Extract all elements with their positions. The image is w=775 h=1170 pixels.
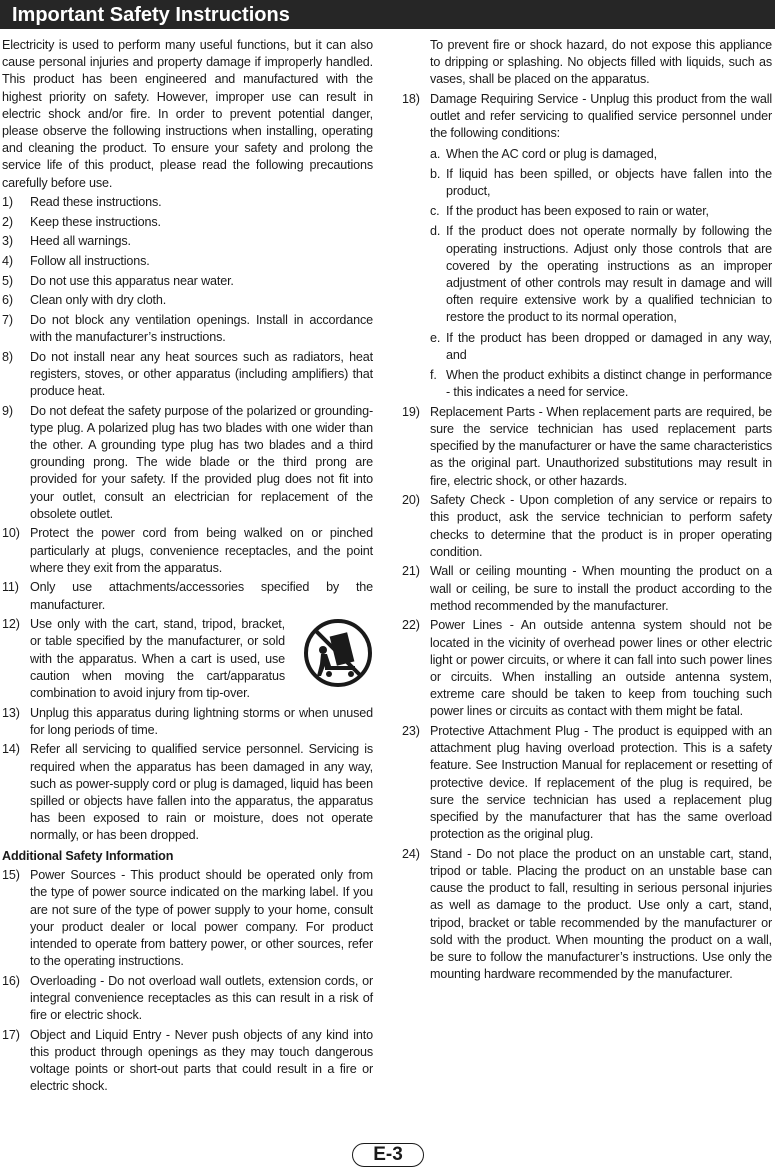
cart-tipover-warning-icon: [303, 616, 373, 690]
list-item: 23) Protective Attachment Plug - The product is equipped with an attachment plug having overload protection. This is a safety feature. See Instruction Manual for replacement or resetting of protective device. If replacement of the plug is required, be sure the service technician has used a replacement plug specified by the manufacturer that has the same overload protection as the original plug.: [402, 724, 772, 842]
list-item: 2) Keep these instructions.: [2, 214, 161, 229]
list-item: 6) Clean only with dry cloth.: [2, 293, 167, 308]
list-item: 11) Only use attachments/accessories specified by the manufacturer.: [2, 580, 373, 612]
list-item: 20) Safety Check - Upon completion of any service or repairs to this product, ask the service technician to perform safety checks to determine that the product is in proper operating condition.: [402, 493, 772, 559]
list-item: 5) Do not use this apparatus near water.: [2, 273, 234, 288]
list-item: 15) Power Sources - This product should be operated only from the type of power source indicated on the marking label. If you are not sure of the type of power supply to your home, consult your product dealer or local power company. For product intended to operate from battery power, or other sources, refer to the operating instructions.: [2, 868, 373, 969]
sub-item: d. If the product does not operate normally by following the operating instructions. Adjust only those controls that are covered by the operating instructions as an improper adjustment of other controls may result in damage and will often require extensive work by a qualified technician to restore the product to its normal operation,: [430, 224, 772, 325]
list-item: 19) Replacement Parts - When replacement parts are required, be sure the service technician has used replacement parts specified by the manufacturer or have the same characteristics as the original part. Unauthorized substitutions may result in fire, electric shock, or other hazards.: [402, 404, 772, 488]
list-item: 8) Do not install near any heat sources such as radiators, heat registers, stoves, or other apparatus (including amplifiers) that produce heat.: [2, 349, 373, 398]
list-item: 1) Read these instructions.: [2, 195, 162, 210]
sub-item: a. When the AC cord or plug is damaged,: [430, 146, 657, 161]
intro-paragraph: Electricity is used to perform many useful functions, but it can also cause personal injuries and property damage if improperly handled. This product has been engineered and manufactured with the highest priority on safety. However, improper use can result in electric shock and/or fire. In order to prevent potential danger, please observe the following instructions when installing, operating and cleaning the product. To ensure your safety and prolong the service life of this product, please read the following precautions carefully before use.: [2, 38, 373, 190]
sub-item: b. If liquid has been spilled, or objects have fallen into the product,: [430, 166, 772, 199]
left-column: [2, 37, 373, 1096]
list-item: 4) Follow all instructions.: [2, 254, 150, 268]
list-item: 10) Protect the power cord from being walked on or pinched particularly at plugs, convenience receptacles, and the point where they exit from the apparatus.: [2, 526, 373, 575]
page-header: [0, 0, 775, 29]
additional-safety-heading: Additional Safety Information: [2, 848, 174, 863]
list-item: 18) Damage Requiring Service - Unplug this product from the wall outlet and refer servicing to qualified service personnel under the following conditions:: [402, 92, 772, 141]
sub-item: c. If the product has been exposed to rain or water,: [430, 204, 709, 219]
page-number-badge: E-3: [352, 1143, 424, 1167]
list-item: 21) Wall or ceiling mounting - When mounting the product on a wall or ceiling, be sure to install the product according to the method recommended by the manufacturer.: [402, 564, 772, 613]
list-item: 17) Object and Liquid Entry - Never push objects of any kind into this product through openings as they may touch dangerous voltage points or short-out parts that could result in a fire or electric shock.: [2, 1027, 373, 1094]
list-item: 3) Heed all warnings.: [2, 234, 131, 249]
list-item: 24) Stand - Do not place the product on an unstable cart, stand, tripod or table. Placing the product on an unstable base can cause the product to fall, resulting in serious personal injuries as well as damage to the product. Use only a cart, stand, tripod, bracket or table recommended by the manufacturer or sold with the product. When mounting the product on a wall, be sure to follow the manufacturer’s instructions. Use only the mounting hardware recommended by the manufacturer.: [402, 846, 772, 982]
list-item: 9) Do not defeat the safety purpose of the polarized or grounding-type plug. A polarized plug has two blades with one wider than the other. A grounding type plug has two blades and a third grounding prong. The wide blade or the third prong are provided for your safety. If the provided plug does not fit into your outlet, consult an electrician for replacement of the obsolete outlet.: [2, 403, 373, 521]
list-item: 14) Refer all servicing to qualified service personnel. Servicing is required when the apparatus has been damaged in any way, such as power-supply cord or plug is damaged, liquid has been spilled or objects have fallen into the apparatus, the apparatus has been exposed to rain or moisture, does not operate normally, or has been dropped.: [2, 742, 373, 843]
list-item: 7) Do not block any ventilation openings. Install in accordance with the manufacturer’s instructions.: [2, 312, 373, 344]
page-title: Important Safety Instructions: [12, 4, 290, 26]
list-item: 16) Overloading - Do not overload wall outlets, extension cords, or integral convenience receptacles as this can result in a risk of fire or electric shock.: [2, 973, 373, 1023]
item17-continued: To prevent fire or shock hazard, do not expose this appliance to dripping or splashing. No objects filled with liquids, such as vases, shall be placed on the apparatus.: [430, 38, 772, 87]
list-item: 22) Power Lines - An outside antenna system should not be located in the vicinity of overhead power lines or other electric light or power circuits, or where it can fall into such power lines or circuits. When installing an outside antenna system, extreme care should be taken to keep from touching such power lines or circuits as contact with them might be fatal.: [402, 618, 772, 719]
list-item: 13) Unplug this apparatus during lightning storms or when unused for long periods of time.: [2, 705, 373, 737]
sub-item: e. If the product has been dropped or damaged in any way, and: [430, 330, 772, 362]
list-item: 12) Use only with the cart, stand, tripod, bracket, or table specified by the manufacturer, or sold with the apparatus. When a cart is used, use caution when moving the cart/apparatus combination to avoid injury from tip-over.: [2, 616, 373, 702]
sub-item: f. When the product exhibits a distinct change in performance - this indicates a need for service.: [430, 368, 772, 400]
right-column: [402, 37, 772, 984]
